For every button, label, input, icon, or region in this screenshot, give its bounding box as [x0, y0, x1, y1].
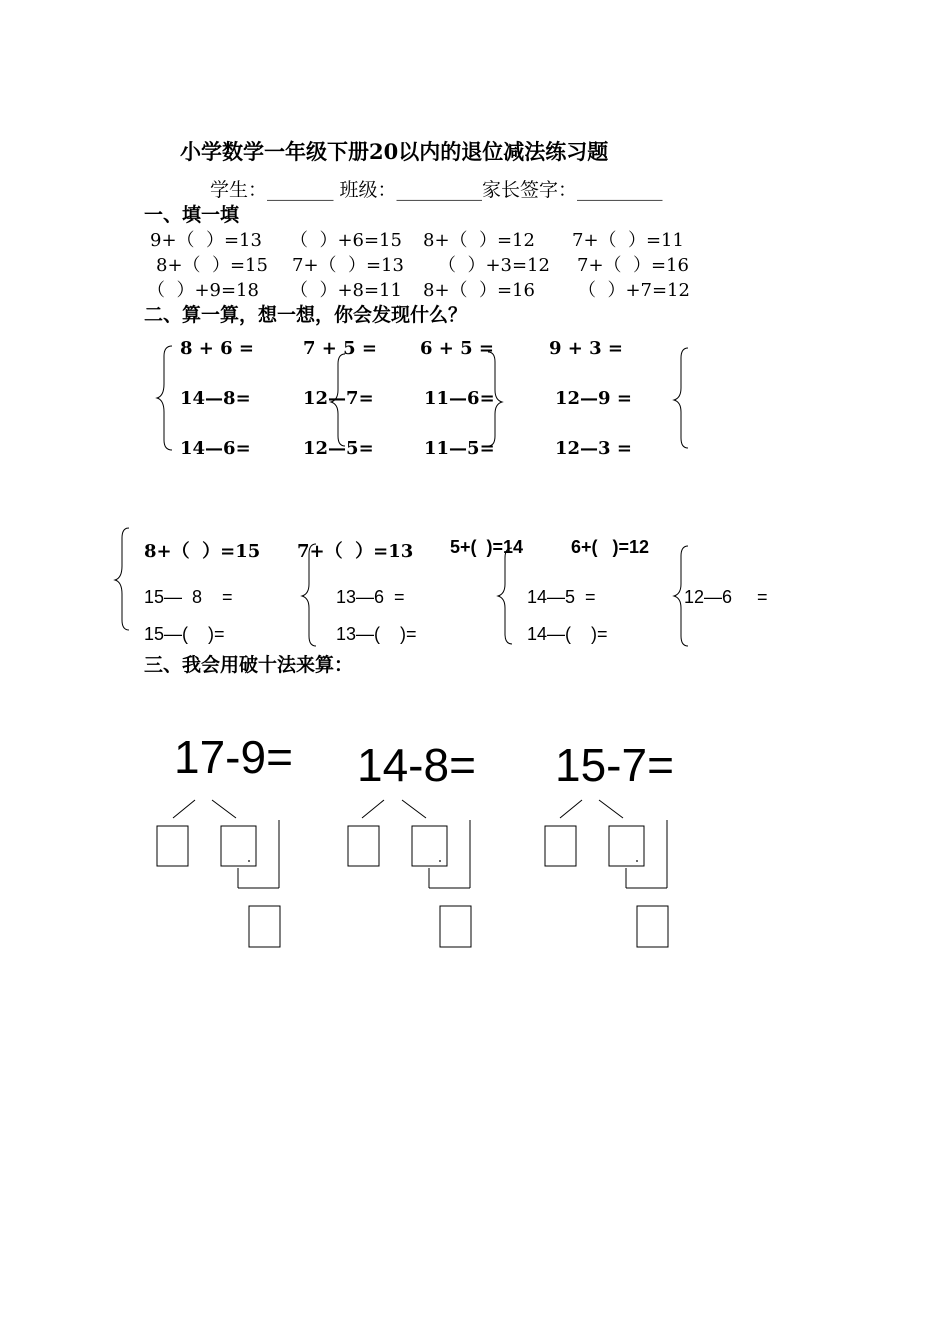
calc-item: 14—( )= [527, 624, 608, 644]
calc-item: 14—5 = [527, 587, 596, 607]
calc-item: 8+（ ）=15 [144, 541, 261, 562]
calc-item: 7 + 5 = [303, 338, 378, 359]
calc-item: 12—3 = [555, 438, 632, 459]
answer-box [348, 826, 379, 866]
split-line [560, 800, 582, 818]
fill-item: 8+（ ）=16 [423, 280, 535, 301]
decompose-equation: 17-9= [174, 731, 293, 783]
brace [302, 544, 316, 646]
answer-box [157, 826, 188, 866]
split-line [173, 800, 195, 818]
calc-item: 6+( )=12 [571, 537, 650, 557]
answer-box [440, 906, 471, 947]
answer-box [545, 826, 576, 866]
calc-item: 12—6 = [684, 587, 768, 607]
calc-item: 12—9 = [555, 388, 632, 409]
calc-item: 12—5= [303, 438, 374, 459]
answer-box [637, 906, 668, 947]
calc-item: 8 + 6 = [180, 338, 255, 359]
calc-item: 12—7= [303, 388, 374, 409]
section-1-heading: 一、填一填 [144, 204, 240, 226]
brace [331, 354, 345, 446]
calc-item: 6 + 5 = [420, 338, 495, 359]
fill-item: （ ）+9=18 [147, 280, 259, 301]
section-2-heading: 二、算一算，想一想，你会发现什么？ [144, 304, 468, 326]
section-3-heading: 三、我会用破十法来算： [144, 654, 354, 676]
fill-item: 9+（ ）=13 [150, 230, 262, 251]
calc-item: 15—( )= [144, 624, 225, 644]
fill-item: 8+（ ）=12 [423, 230, 535, 251]
answer-box [249, 906, 280, 947]
calc-item: 7+（ ）=13 [297, 541, 414, 562]
calc-item: 14—6= [180, 438, 251, 459]
calc-item: 9 + 3 = [549, 338, 624, 359]
fill-item: 7+（ ）=16 [577, 255, 689, 276]
decompose-equation: 15-7= [555, 739, 674, 791]
calc-item: 11—5= [424, 438, 495, 459]
calc-item: 13—( )= [336, 624, 417, 644]
decompose-equation: 14-8= [357, 739, 476, 791]
fill-item: （ ）+3=12 [438, 255, 550, 276]
brace [674, 348, 688, 448]
brace [115, 528, 129, 630]
fill-item: （ ）+7=12 [578, 280, 690, 301]
answer-box [609, 826, 644, 866]
brace [674, 546, 688, 646]
calc-item: 13—6 = [336, 587, 405, 607]
answer-box [412, 826, 447, 866]
fill-item: 7+（ ）=13 [292, 255, 404, 276]
split-line [212, 800, 236, 818]
answer-box [221, 826, 256, 866]
split-line [402, 800, 426, 818]
brace [498, 548, 512, 644]
page-title: 小学数学一年级下册20以内的退位减法练习题 [180, 139, 609, 164]
calc-item: 14—8= [180, 388, 251, 409]
calc-item: 5+( )=14 [450, 537, 524, 557]
calc-item: 15— 8 = [144, 587, 233, 607]
split-line [362, 800, 384, 818]
fill-item: 7+（ ）=11 [572, 230, 684, 251]
fill-item: （ ）+6=15 [290, 230, 402, 251]
brace [488, 352, 502, 446]
fill-item: （ ）+8=11 [290, 280, 402, 301]
student-info-line: 学生：_______ 班级：_________家长签字：_________ [210, 179, 663, 201]
brace [157, 346, 172, 450]
calc-item: 11—6= [424, 388, 495, 409]
split-line [599, 800, 623, 818]
fill-item: 8+（ ）=15 [156, 255, 268, 276]
